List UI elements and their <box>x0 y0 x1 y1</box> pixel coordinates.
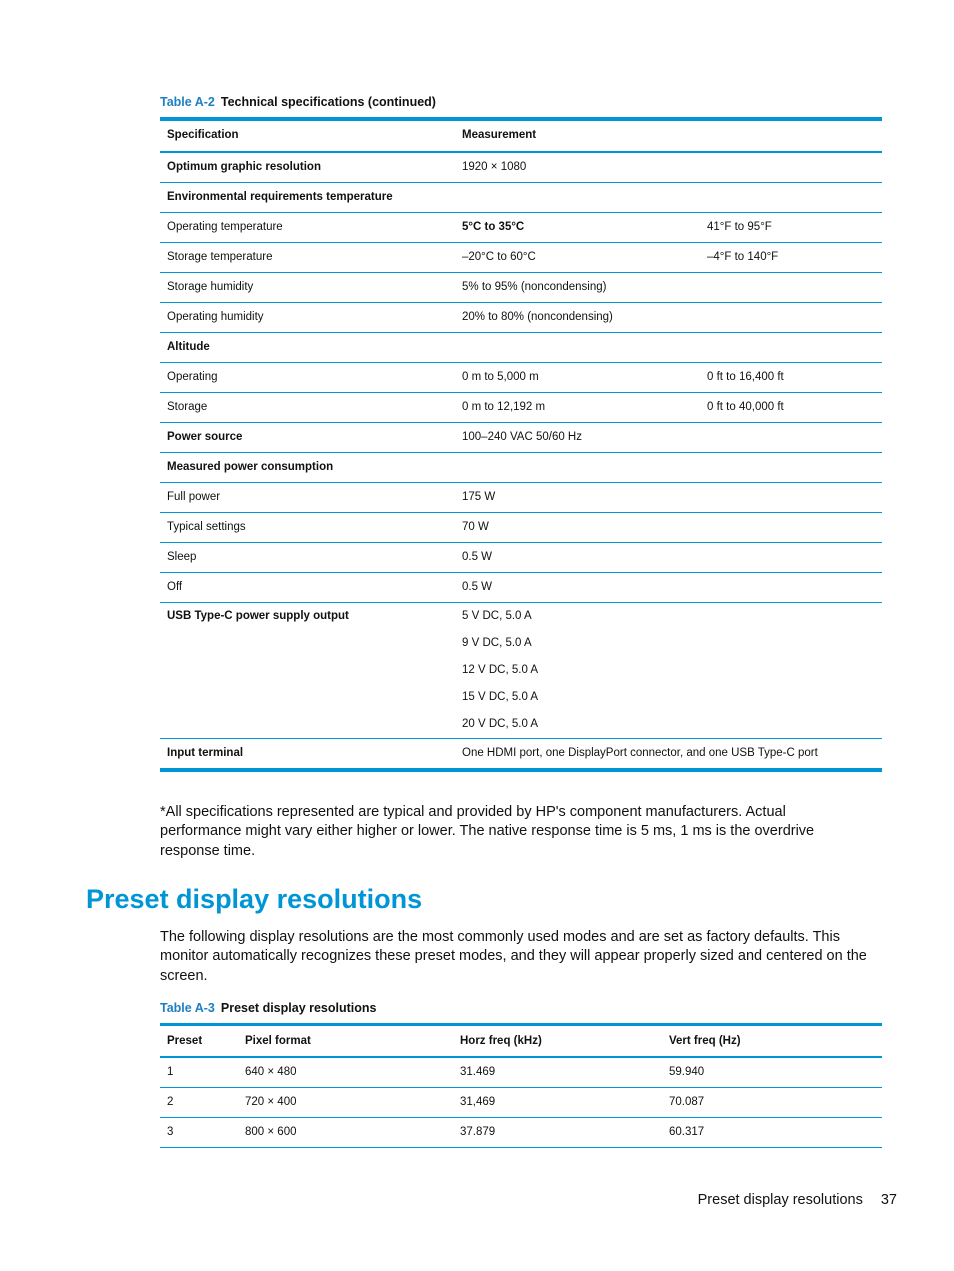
table-row <box>160 423 882 453</box>
spec-value-metric: 0 m to 12,192 m <box>455 393 700 423</box>
preset-number: 1 <box>160 1057 238 1088</box>
spec-name: Off <box>160 573 455 603</box>
section-intro: The following display resolutions are the most commonly used modes and are set as factory defaults. This monitor automatically recognizes these preset modes, and they will appear properly sized and centered on the screen. <box>160 929 867 984</box>
usb-value-line: 12 V DC, 5.0 A <box>462 664 539 676</box>
page-footer <box>698 1192 897 1208</box>
spec-name: Power source <box>160 423 455 453</box>
spec-value <box>455 333 882 363</box>
table-a2-title: Technical specifications (continued) <box>220 95 436 109</box>
table-row <box>160 739 882 771</box>
table-a3-title: Preset display resolutions <box>220 1001 377 1015</box>
spec-table-body <box>160 152 882 770</box>
table-a2-number: Table A-2 <box>160 95 215 109</box>
table-row <box>160 243 882 273</box>
spec-value: One HDMI port, one DisplayPort connector, and one USB Type-C port <box>455 739 882 771</box>
table-header-row <box>160 1025 882 1058</box>
table-row <box>160 1118 882 1148</box>
header-preset: Preset <box>160 1025 238 1058</box>
table-row <box>160 152 882 183</box>
vert-freq: 60.317 <box>662 1118 882 1148</box>
spec-name: Operating <box>160 363 455 393</box>
horz-freq: 31,469 <box>453 1088 662 1118</box>
spec-name: Operating humidity <box>160 303 455 333</box>
spec-value <box>455 183 882 213</box>
preset-number: 3 <box>160 1118 238 1148</box>
vert-freq: 59.940 <box>662 1057 882 1088</box>
vert-freq: 70.087 <box>662 1088 882 1118</box>
spec-value-metric: 0 m to 5,000 m <box>455 363 700 393</box>
table-row <box>160 303 882 333</box>
spec-name: Storage temperature <box>160 243 455 273</box>
table-row <box>160 1088 882 1118</box>
specification-footnote: *All specifications represented are typical and provided by HP's component manufacturers. Actual performance might vary either higher or lower. The native response time is 5 ms, 1 ms is the overdrive response time. <box>160 804 815 859</box>
spec-value: 175 W <box>455 483 882 513</box>
spec-value: 100–240 VAC 50/60 Hz <box>455 423 882 453</box>
header-specification: Specification <box>160 119 455 152</box>
table-row-usb <box>160 603 882 739</box>
usb-value-line: 15 V DC, 5.0 A <box>462 691 539 703</box>
spec-name: Environmental requirements temperature <box>160 183 455 213</box>
spec-value-imperial: –4°F to 140°F <box>700 243 882 273</box>
table-row <box>160 513 882 543</box>
spec-name: Operating temperature <box>160 213 455 243</box>
spec-name: Measured power consumption <box>160 453 455 483</box>
spec-value: 20% to 80% (noncondensing) <box>455 303 882 333</box>
table-row <box>160 363 882 393</box>
spec-value-metric: –20°C to 60°C <box>455 243 700 273</box>
pixel-format: 800 × 600 <box>238 1118 453 1148</box>
footer-title: Preset display resolutions <box>697 1192 863 1208</box>
spec-value-imperial: 0 ft to 40,000 ft <box>700 393 882 423</box>
spec-name: Storage humidity <box>160 273 455 303</box>
table-row <box>160 393 882 423</box>
horz-freq: 31.469 <box>453 1057 662 1088</box>
spec-name: Optimum graphic resolution <box>160 152 455 183</box>
page-number: 37 <box>880 1192 897 1208</box>
preset-resolutions-table <box>160 1023 882 1148</box>
horz-freq: 37.879 <box>453 1118 662 1148</box>
spec-value <box>455 453 882 483</box>
table-row <box>160 183 882 213</box>
table-a3-number: Table A-3 <box>160 1001 215 1015</box>
spec-value-imperial: 0 ft to 16,400 ft <box>700 363 882 393</box>
usb-values <box>455 603 882 739</box>
spec-value: 0.5 W <box>455 573 882 603</box>
header-vert-freq: Vert freq (Hz) <box>662 1025 882 1058</box>
section-heading: Preset display resolutions <box>86 884 423 914</box>
spec-name: USB Type-C power supply output <box>160 603 455 739</box>
usb-value-line: 5 V DC, 5.0 A <box>462 610 532 622</box>
spec-name: Full power <box>160 483 455 513</box>
table-row <box>160 543 882 573</box>
spec-value: 1920 × 1080 <box>455 152 882 183</box>
table-row <box>160 1057 882 1088</box>
preset-table-body <box>160 1057 882 1148</box>
header-horz-freq: Horz freq (kHz) <box>453 1025 662 1058</box>
spec-value: 5% to 95% (noncondensing) <box>455 273 882 303</box>
table-row <box>160 273 882 303</box>
header-pixel-format: Pixel format <box>238 1025 453 1058</box>
table-row <box>160 213 882 243</box>
spec-name: Sleep <box>160 543 455 573</box>
usb-value-line: 20 V DC, 5.0 A <box>462 718 539 730</box>
spec-name: Input terminal <box>160 739 455 771</box>
pixel-format: 720 × 400 <box>238 1088 453 1118</box>
technical-specifications-table <box>160 117 882 772</box>
spec-value-imperial: 41°F to 95°F <box>700 213 882 243</box>
spec-name: Storage <box>160 393 455 423</box>
spec-value-metric: 5°C to 35°C <box>455 213 700 243</box>
table-header-row <box>160 119 882 152</box>
spec-value: 0.5 W <box>455 543 882 573</box>
table-a2-caption <box>160 95 436 109</box>
table-row <box>160 333 882 363</box>
spec-name: Typical settings <box>160 513 455 543</box>
table-row <box>160 453 882 483</box>
spec-value: 70 W <box>455 513 882 543</box>
preset-number: 2 <box>160 1088 238 1118</box>
pixel-format: 640 × 480 <box>238 1057 453 1088</box>
header-measurement: Measurement <box>455 119 882 152</box>
table-row <box>160 483 882 513</box>
spec-name: Altitude <box>160 333 455 363</box>
table-row <box>160 573 882 603</box>
table-a3-caption <box>160 1001 376 1015</box>
usb-value-line: 9 V DC, 5.0 A <box>462 637 532 649</box>
